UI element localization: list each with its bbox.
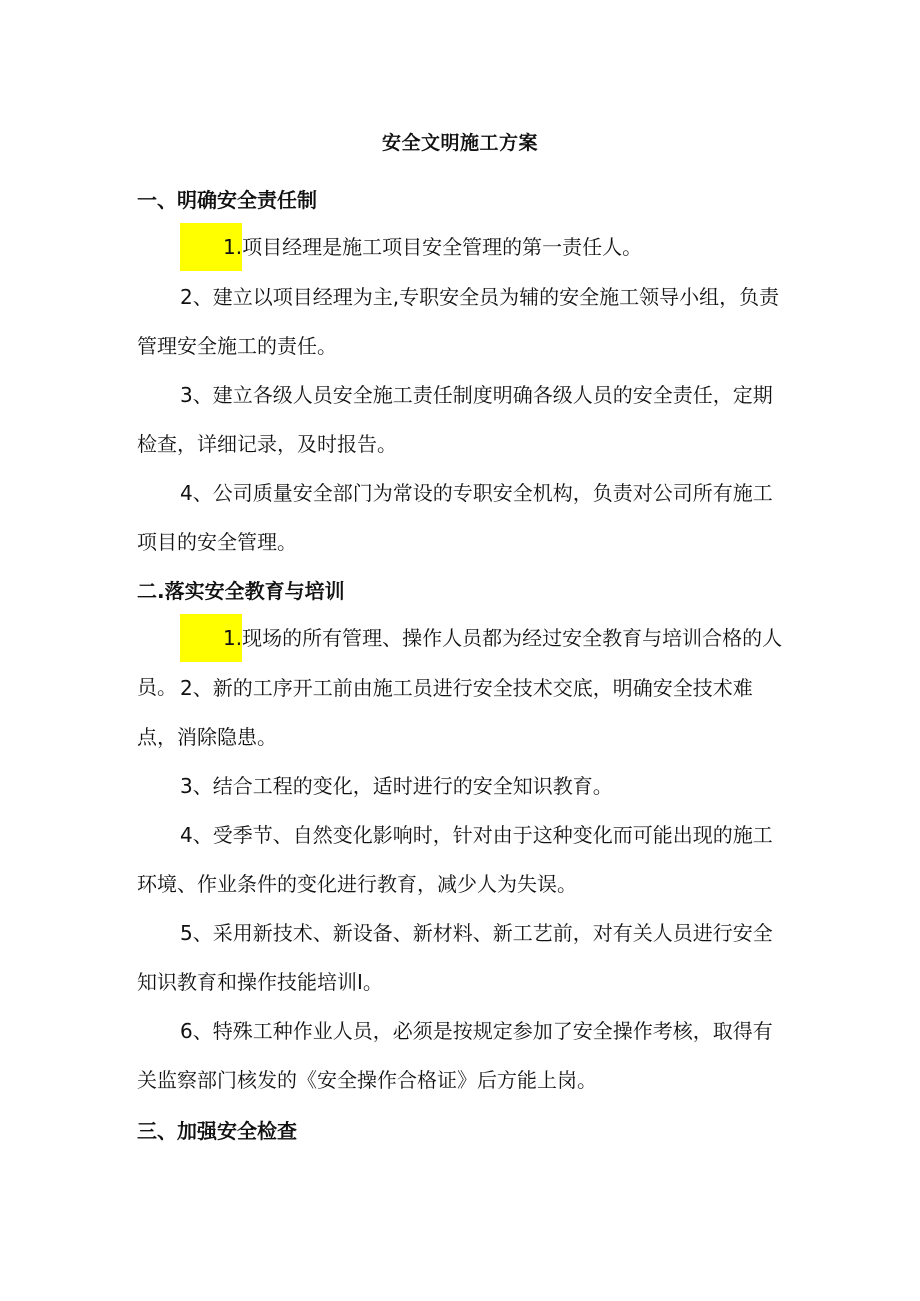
paragraph-1-1 <box>137 223 787 272</box>
paragraph-2-2: 2、新的工序开工前由施工员进行安全技术交底，明确安全技术难点，消除隐患。 <box>137 676 753 749</box>
highlighted-number: 1. <box>180 614 242 662</box>
section-heading-1: 一、明确安全责任制 <box>137 188 317 212</box>
paragraph-1-4: 4、公司质量安全部门为常设的专职安全机构，负责对公司所有施工项目的安全管理。 <box>137 481 773 554</box>
paragraph-1-2: 2、建立以项目经理为主,专职安全员为辅的安全施工领导小组，负责管理安全施工的责任。 <box>137 285 780 358</box>
paragraph-2-4: 4、受季节、自然变化影响时，针对由于这种变化而可能出现的施工环境、作业条件的变化进行教育，减少人为失误。 <box>137 823 773 896</box>
paragraph-text: 现场的所有管理、操作人员都为经过安全教育与培训合格的人员。 <box>137 626 783 699</box>
paragraph-1-3: 3、建立各级人员安全施工责任制度明确各级人员的安全责任，定期检查，详细记录，及时报告。 <box>137 383 773 456</box>
paragraph-text: 项目经理是施工项目安全管理的第一责任人。 <box>242 235 643 259</box>
paragraph-2-6: 6、特殊工种作业人员，必须是按规定参加了安全操作考核，取得有关监察部门核发的《安全操作合格证》后方能上岗。 <box>137 1019 773 1092</box>
highlighted-number: 1. <box>180 223 242 271</box>
paragraph-2-5: 5、采用新技术、新设备、新材料、新工艺前，对有关人员进行安全知识教育和操作技能培训I。 <box>137 921 773 994</box>
paragraph-2-3: 3、结合工程的变化，适时进行的安全知识教育。 <box>180 774 613 798</box>
document-title: 安全文明施工方案 <box>381 132 538 154</box>
section-heading-3: 三、加强安全检查 <box>137 1119 297 1143</box>
section-heading-2: 二.落实安全教育与培训 <box>137 579 345 603</box>
